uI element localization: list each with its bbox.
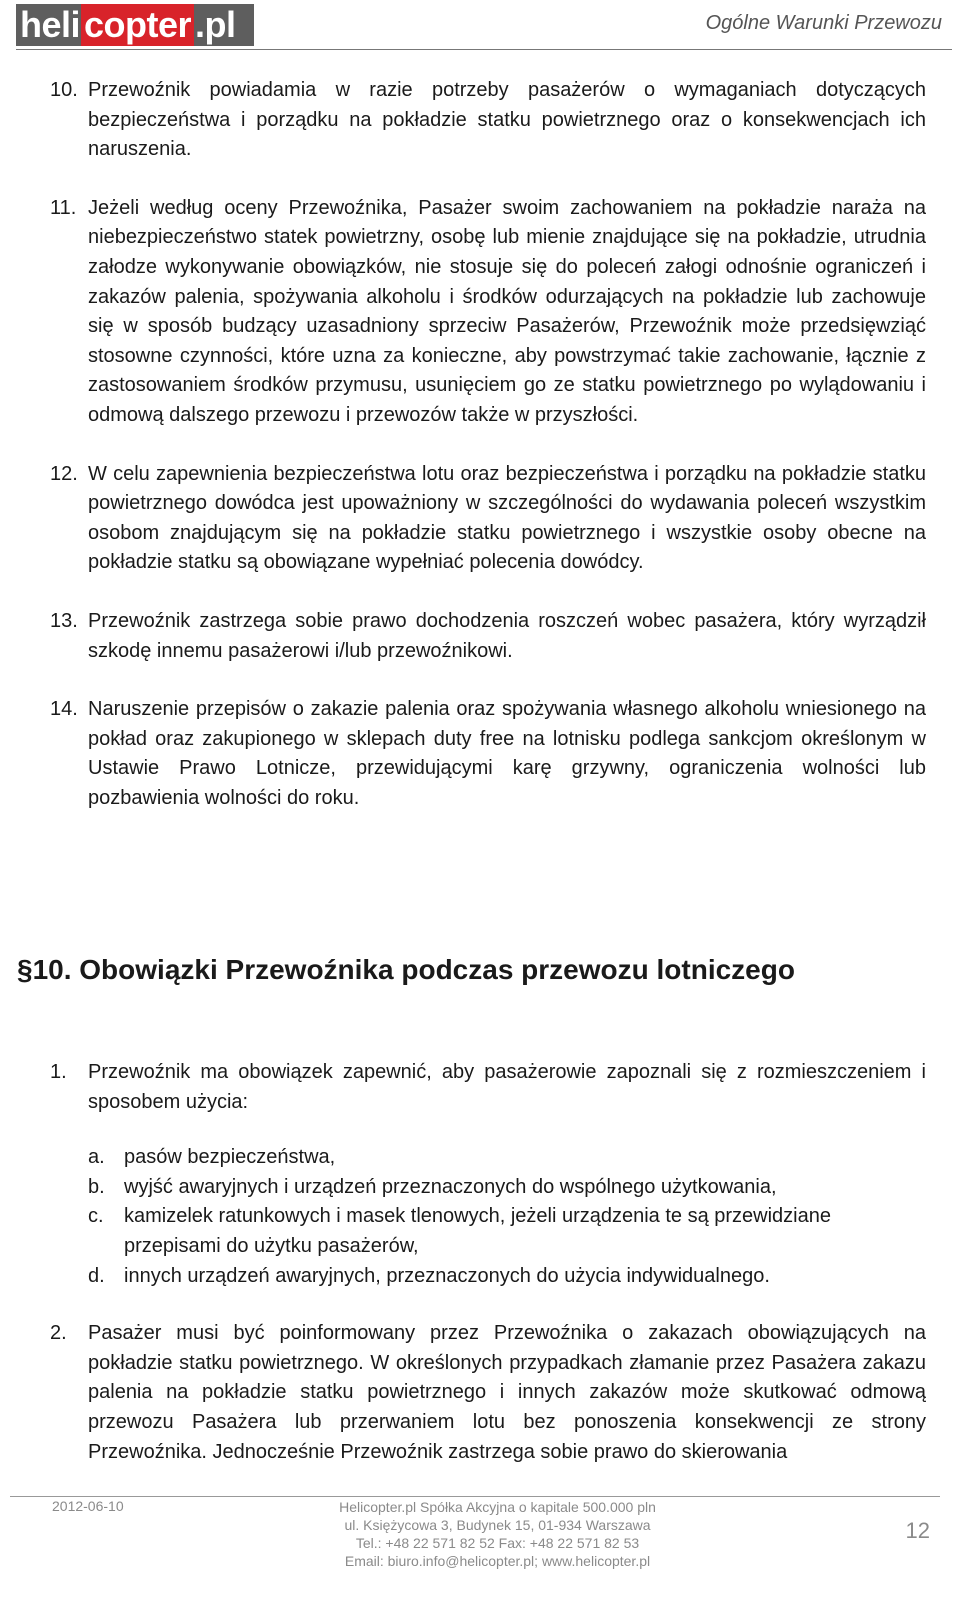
item-number: 10.: [50, 79, 78, 101]
sub-list-item: [88, 1202, 950, 1261]
sub-list: [88, 1143, 950, 1291]
item-text: Naruszenie przepisów o zakazie palenia oraz spożywania własnego alkoholu wniesionego na pokład oraz zakupionego w sklepach duty free na lotnisku podlega sankcjom określonym w Ustawie Prawo Lotnicze, przewidującymi karę grzywny, ograniczenia wolności lub pozbawienia wolności do roku.: [88, 698, 926, 809]
item-text: Pasażer musi być poinformowany przez Przewoźnika o zakazach obowiązujących na pokładzie statku powietrznego. W określonych przypadkach złamanie przez Pasażera zakazu palenia na pokładzie statku powietrznego i innych zakazów może skutkować odmową przewozu Pasażera lub przerwaniem lotu bez ponoszenia konsekwencji ze strony Przewoźnika. Jednocześnie Przewoźnik zastrzega sobie prawo do skierowania: [88, 1322, 926, 1463]
rules-list: [50, 76, 950, 842]
logo-text-pl: .pl: [195, 4, 236, 45]
list-item: [50, 76, 950, 165]
item-number: 2.: [50, 1322, 67, 1345]
sub-list-item: [88, 1173, 950, 1203]
item-text: Przewoźnik powiadamia w razie potrzeby pasażerów o wymaganiach dotyczących bezpieczeństwa i porządku na pokładzie statku powietrznego oraz o konsekwencjach ich naruszenia.: [88, 79, 926, 161]
sub-item-letter: b.: [88, 1175, 105, 1198]
footer-phone-line: Tel.: +48 22 571 82 52 Fax: +48 22 571 82 53: [355, 1535, 640, 1551]
item-number: 13.: [50, 609, 78, 632]
item-text: W celu zapewnienia bezpieczeństwa lotu oraz bezpieczeństwa i porządku na pokładzie statku powietrznego dowódca jest upoważniony w szczególności do wydawania poleceń wszystkim osobom znajdującym się na pokładzie statku powietrznego i wszystkie osoby obecne na pokładzie statku są obowiązane wypełniać polecenia dowódcy.: [88, 462, 926, 574]
sub-item-text: kamizelek ratunkowych i masek tlenowych, jeżeli urządzenia te są przewidziane przepisami do użytku pasażerów,: [124, 1205, 831, 1257]
footer-company-info: [300, 1498, 695, 1570]
header-divider: [16, 49, 952, 50]
page-header: [16, 4, 952, 48]
item-number: 14.: [50, 698, 78, 721]
footer-date: 2012-06-10: [52, 1498, 124, 1514]
header-title: Ogólne Warunki Przewozu: [705, 12, 942, 34]
item-text: Przewoźnik ma obowiązek zapewnić, aby pasażerowie zapoznali się z rozmieszczeniem i sposobem użycia:: [88, 1061, 926, 1113]
footer-email-line: Email: biuro.info@helicopter.pl; www.helicopter.pl: [344, 1553, 651, 1569]
item-number: 12.: [50, 462, 78, 485]
item-text: Jeżeli według oceny Przewoźnika, Pasażer swoim zachowaniem na pokładzie naraża na niebezpieczeństwo statek powietrzny, osobę lub mienie znajdujące się na pokładzie, utrudnia załodze wykonywanie obowiązków, nie stosuje się do poleceń załogi odnośnie ograniczeń i zakazów palenia, spożywania alkoholu i środków odurzających na pokładzie lub zachowuje się w sposób budzący uzasadniony sprzeciw Pasażerów, Przewoźnik może przedsięwziąć stosowne czynności, które uzna za konieczne, aby powstrzymać takie zachowanie, łącznie z zastosowaniem środków przymusu, usunięciem go ze statku powietrznego po wylądowaniu i odmową dalszego przewozu i przewozów także w przyszłości.: [88, 196, 926, 426]
footer-company-line: Helicopter.pl Spółka Akcyjna o kapitale 500.000 pln: [339, 1499, 656, 1515]
sub-item-letter: c.: [88, 1205, 104, 1228]
list-item: [50, 460, 950, 578]
section-heading: §10. Obowiązki Przewoźnika podczas przewozu lotniczego: [17, 954, 795, 985]
sub-list-item: [88, 1262, 950, 1292]
logo-text-copter: copter: [81, 4, 194, 46]
sub-item-text: innych urządzeń awaryjnych, przeznaczonych do użycia indywidualnego.: [124, 1264, 770, 1287]
sub-item-text: wyjść awaryjnych i urządzeń przeznaczonych do wspólnego użytkowania,: [124, 1175, 777, 1198]
sub-item-letter: a.: [88, 1146, 105, 1169]
list-item: [50, 1319, 950, 1467]
sub-item-text: pasów bezpieczeństwa,: [124, 1146, 336, 1169]
item-number: 1.: [50, 1061, 67, 1083]
footer-address-line: ul. Księżycowa 3, Budynek 15, 01-934 Warszawa: [344, 1517, 651, 1533]
list-item: [50, 1058, 950, 1117]
section-list: [50, 1058, 950, 1496]
item-text: Przewoźnik zastrzega sobie prawo dochodzenia roszczeń wobec pasażera, który wyrządził szkodę innemu pasażerowi i/lub przewoźnikowi.: [88, 609, 926, 662]
helicopter-logo: [16, 4, 254, 46]
sub-list-item: [88, 1143, 950, 1173]
list-item: [50, 607, 950, 666]
page-number: 12: [905, 1518, 930, 1543]
footer-divider: [10, 1496, 940, 1497]
list-item: [50, 194, 950, 431]
logo-text-heli: heli: [20, 4, 81, 45]
list-item: [50, 695, 950, 813]
item-number: 11.: [50, 196, 77, 219]
sub-item-letter: d.: [88, 1264, 105, 1287]
